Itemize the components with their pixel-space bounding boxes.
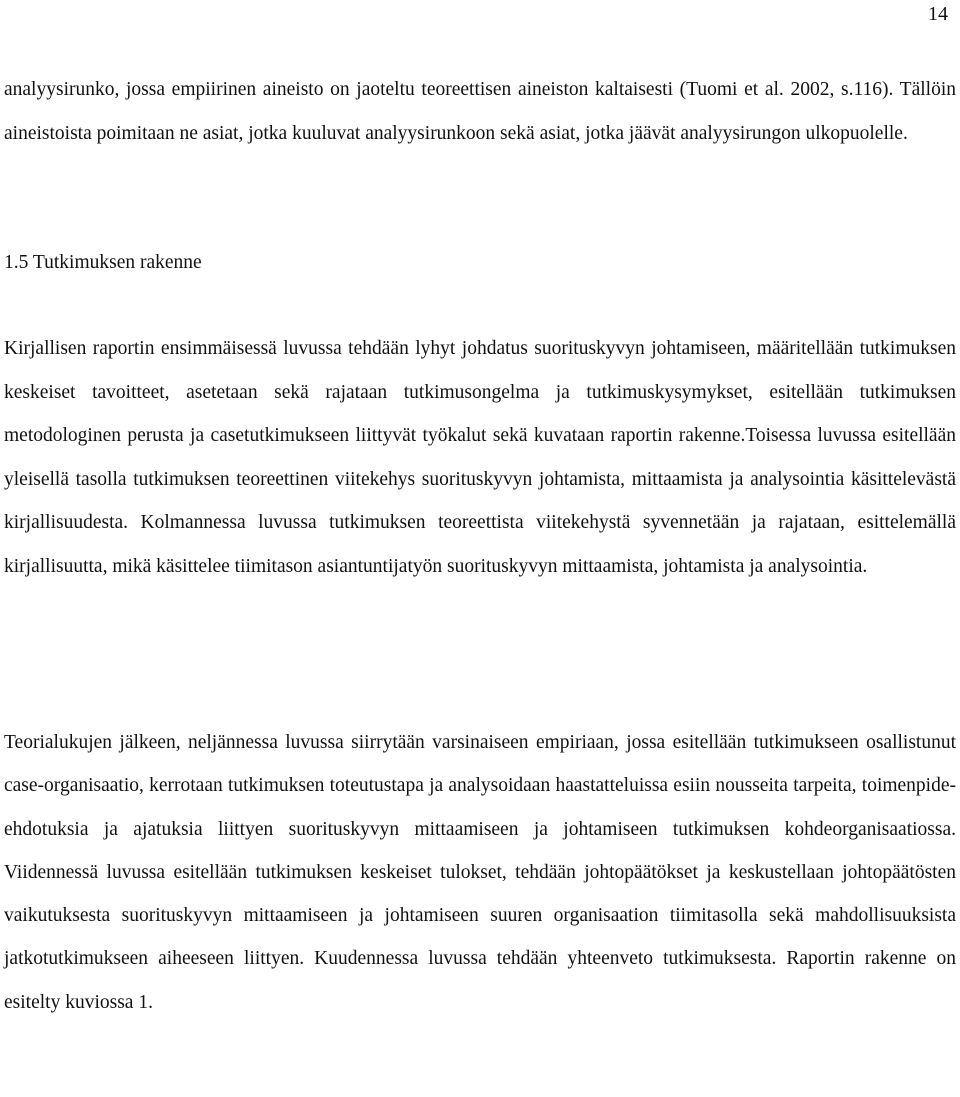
section-heading: 1.5 Tutkimuksen rakenne xyxy=(4,252,202,273)
section-paragraph-2: Teorialukujen jälkeen, neljännessa luvussa siirrytään varsinaiseen empiriaan, jossa esitellään tutkimukseen osallistunut case-organisaatio, kerrotaan tutkimuksen toteutustapa ja analysoidaan haastatteluissa esiin nousseita tarpeita, toimenpide-ehdotuksia ja ajatuksia liittyen suorituskyvyn mittaamiseen ja johtamiseen tutkimuksen kohdeorganisaatiossa. Viidennessä luvussa esitellään tutkimuksen keskeiset tulokset, tehdään johtopäätökset ja keskustellaan johtopäätösten vaikutuksesta suorituskyvyn mittaamiseen ja johtamiseen suuren organisaation tiimitasolla sekä mahdollisuuksista jatkotutkimukseen aiheeseen liittyen. Kuudennessa luvussa tehdään yhteenveto tutkimuksesta. Raportin rakenne on esitelty kuviossa 1. xyxy=(4,732,956,1013)
intro-paragraph: analyysirunko, jossa empiirinen aineisto on jaoteltu teoreettisen aineiston kaltaisesti (Tuomi et al. 2002, s.116). Tällöin aineistoista poimitaan ne asiat, jotka kuuluvat analyysirunkoon sekä asiat, jotka jäävät analyysirungon ulkopuolelle. xyxy=(4,79,956,144)
page-number: 14 xyxy=(928,3,948,25)
section-paragraph-1: Kirjallisen raportin ensimmäisessä luvussa tehdään lyhyt johdatus suorituskyvyn johtamiseen, määritellään tutkimuksen keskeiset tavoitteet, asetetaan sekä rajataan tutkimusongelma ja tutkimuskysymykset, esitellään tutkimuksen metodologinen perusta ja casetutkimukseen liittyvät työkalut sekä kuvataan raportin rakenne.Toisessa luvussa esitellään yleisellä tasolla tutkimuksen teoreettinen viitekehys suorituskyvyn johtamista, mittaamista ja analysointia käsittelevästä kirjallisuudesta. Kolmannessa luvussa tutkimuksen teoreettista viitekehystä syvennetään ja rajataan, esittelemällä kirjallisuutta, mikä käsittelee tiimitason asiantuntijatyön suorituskyvyn mittaamista, johtamista ja analysointia. xyxy=(4,338,956,577)
